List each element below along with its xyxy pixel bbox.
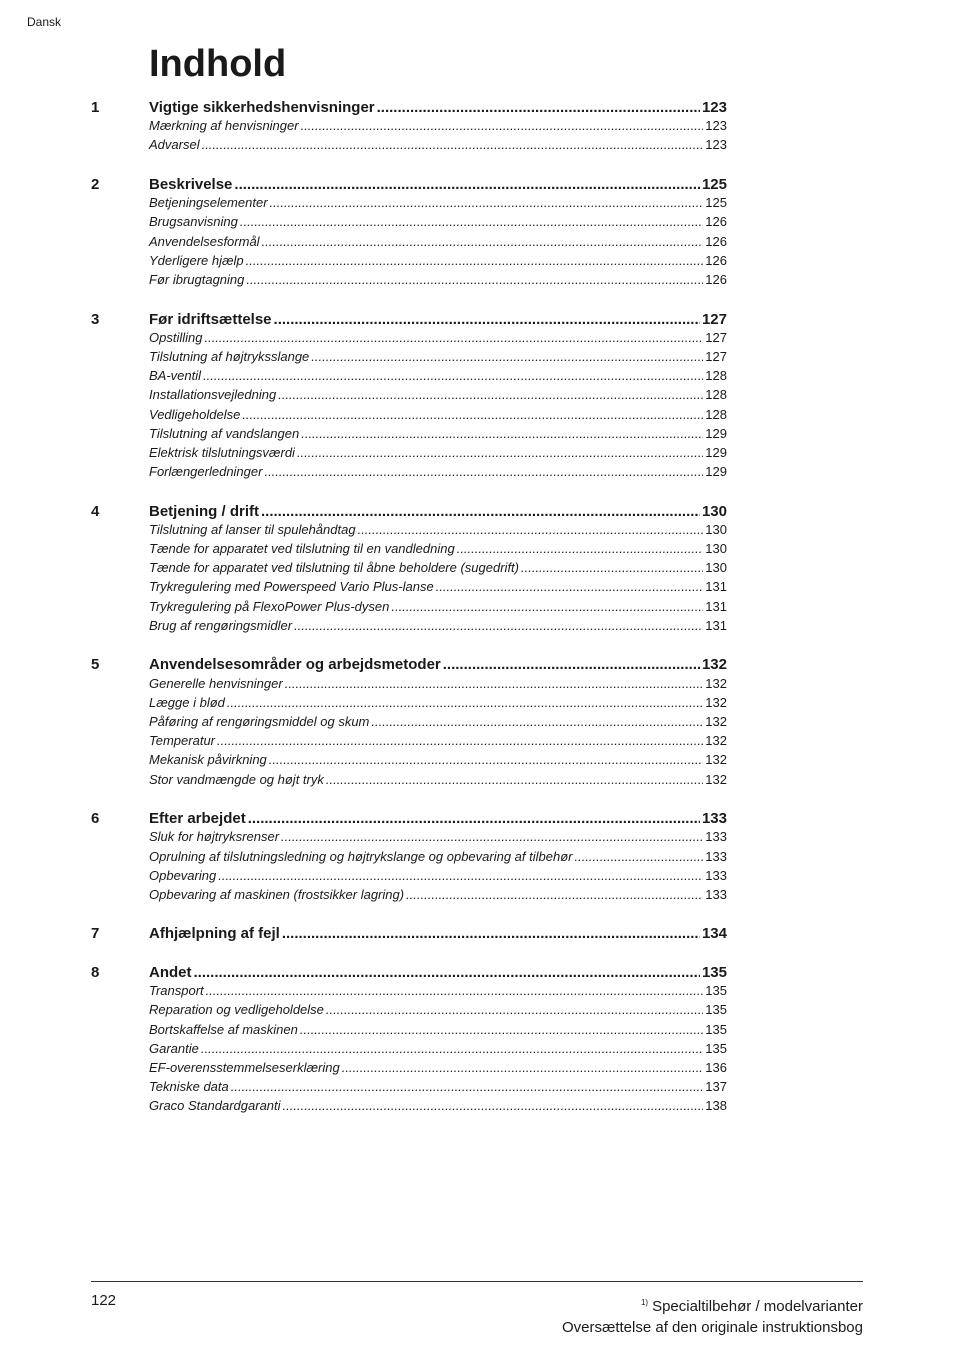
dot-leader [261,503,700,520]
toc-chapter-entry[interactable] [91,99,727,118]
toc-subentry[interactable] [91,349,727,368]
dot-leader [194,964,700,981]
chapter-number: 2 [91,175,100,193]
chapter-page: 134 [701,925,727,943]
toc-section [91,176,727,291]
subentry-title: Opstilling [149,329,203,345]
subentry-page: 123 [705,137,727,153]
subentry-title: Tilslutning af lanser til spulehåndtag [149,521,356,537]
subentry-title: Transport [149,983,204,999]
toc-subentry[interactable] [91,752,727,771]
subentry-title: Mekanisk påvirkning [149,752,267,768]
dot-leader [231,1079,704,1094]
dot-leader [206,983,704,998]
subentry-title: Elektrisk tilslutningsværdi [149,444,295,460]
dot-leader [283,1098,704,1113]
toc-subentry[interactable] [91,464,727,483]
subentry-title: Opbevaring [149,867,217,883]
toc-subentry[interactable] [91,426,727,445]
toc-subentry[interactable] [91,214,727,233]
toc-chapter-entry[interactable] [91,964,727,983]
dot-leader [282,925,700,942]
dot-leader [270,195,704,210]
subentry-page: 135 [705,983,727,999]
subentry-title: Før ibrugtagning [149,272,245,288]
subentry-title: Anvendelsesformål [149,233,260,249]
toc-subentry[interactable] [91,1022,727,1041]
subentry-page: 132 [705,752,727,768]
subentry-title: EF-overensstemmelseserklæring [149,1060,340,1076]
chapter-number: 1 [91,99,100,116]
subentry-title: Advarsel [149,137,200,153]
dot-leader [574,849,703,864]
subentry-page: 129 [705,464,727,480]
chapter-number: 6 [91,810,100,828]
dot-leader [406,887,703,902]
subentry-page: 131 [705,598,727,614]
toc-subentry[interactable] [91,560,727,579]
subentry-title: Tilslutning af højtryksslange [149,348,310,364]
subentry-page: 132 [705,771,727,787]
subentry-page: 135 [705,1002,727,1018]
dot-leader [457,541,704,556]
subentry-title: Betjeningselementer [149,195,268,211]
subentry-page: 131 [705,579,727,595]
toc-subentry[interactable] [91,445,727,464]
subentry-page: 129 [705,425,727,441]
subentry-page: 130 [705,541,727,557]
subentry-page: 133 [705,829,727,845]
subentry-page: 137 [705,1079,727,1095]
dot-leader [248,810,700,827]
subentry-page: 133 [705,867,727,883]
toc-section [91,99,727,157]
subentry-title: Tilslutning af vandslangen [149,425,300,441]
subentry-page: 132 [705,694,727,710]
dot-leader [326,1002,703,1017]
chapter-number: 7 [91,925,100,943]
subentry-page: 126 [705,233,727,249]
subentry-title: Bortskaffelse af maskinen [149,1021,298,1037]
subentry-title: Temperatur [149,733,215,749]
toc-subentry[interactable] [91,849,727,868]
toc-subentry[interactable] [91,1002,727,1021]
dot-leader [281,829,703,844]
subentry-page: 126 [705,252,727,268]
dot-leader [203,368,703,383]
dot-leader [301,426,703,441]
toc-section [91,656,727,790]
footnote-text: Specialtilbehør / modelvarianter [652,1298,863,1315]
toc-subentry[interactable] [91,118,727,137]
subentry-title: Reparation og vedligeholdelse [149,1002,324,1018]
toc-subentry[interactable] [91,387,727,406]
chapter-number: 3 [91,310,100,328]
toc-section [91,503,727,637]
subentry-title: Trykregulering på FlexoPower Plus-dysen [149,598,390,614]
chapter-page: 127 [701,310,727,328]
subentry-title: Yderligere hjælp [149,252,244,268]
toc-subentry[interactable] [91,829,727,848]
translation-note: Oversættelse af den originale instruktionsbog [562,1319,863,1336]
subentry-title: Garantie [149,1040,199,1056]
dot-leader [278,387,703,402]
dot-leader [274,311,700,328]
dot-leader [246,253,704,268]
footer-divider [91,1281,863,1282]
subentry-page: 132 [705,675,727,691]
toc-section [91,964,727,1118]
subentry-page: 136 [705,1060,727,1076]
chapter-page: 130 [701,502,727,520]
toc-subentry[interactable] [91,137,727,156]
toc-subentry[interactable] [91,1041,727,1060]
dot-leader [294,618,703,633]
subentry-title: Trykregulering med Powerspeed Vario Plus-lanse [149,579,434,595]
toc-subentry[interactable] [91,272,727,291]
dot-leader [242,407,703,422]
dot-leader [443,656,700,673]
chapter-title: Før idriftsættelse [149,310,272,328]
toc-subentry[interactable] [91,868,727,887]
toc-subentry[interactable] [91,1098,727,1117]
dot-leader [371,714,703,729]
subentry-page: 128 [705,387,727,403]
dot-leader [218,868,703,883]
subentry-title: Oprulning af tilslutningsledning og højtrykslange og opbevaring af tilbehør [149,848,573,864]
toc-subentry[interactable] [91,1079,727,1098]
subentry-title: Sluk for højtryksrenser [149,829,280,845]
dot-leader [311,349,703,364]
language-label: Dansk [27,15,62,29]
chapter-title: Andet [149,963,192,981]
dot-leader [202,137,704,152]
dot-leader [246,272,703,287]
chapter-title: Anvendelsesområder og arbejdsmetoder [149,656,441,674]
chapter-page: 133 [701,810,727,828]
toc-subentry[interactable] [91,195,727,214]
footnote-marker: 1) [640,1298,649,1307]
subentry-title: Tekniske data [149,1079,229,1095]
subentry-page: 135 [705,1040,727,1056]
dot-leader [358,522,704,537]
chapter-page: 135 [701,963,727,981]
dot-leader [227,695,703,710]
toc-subentry[interactable] [91,253,727,272]
toc-subentry[interactable] [91,368,727,387]
dot-leader [436,579,704,594]
subentry-page: 138 [705,1098,727,1114]
chapter-page: 123 [701,99,727,116]
dot-leader [269,752,704,767]
subentry-page: 135 [705,1021,727,1037]
dot-leader [342,1060,704,1075]
subentry-page: 133 [705,848,727,864]
dot-leader [264,464,703,479]
toc-subentry[interactable] [91,1060,727,1079]
dot-leader [285,676,704,691]
subentry-title: Generelle henvisninger [149,675,283,691]
chapter-number: 5 [91,656,100,674]
subentry-title: Vedligeholdelse [149,406,241,422]
footnote [562,1292,863,1317]
subentry-page: 128 [705,406,727,422]
chapter-number: 8 [91,963,100,981]
table-of-contents [91,99,727,1137]
page-number: 122 [91,1292,117,1309]
subentry-page: 123 [705,118,727,134]
subentry-page: 132 [705,733,727,749]
toc-subentry[interactable] [91,541,727,560]
subentry-title: Forlængerledninger [149,464,263,480]
subentry-title: Mærkning af henvisninger [149,118,299,134]
toc-subentry[interactable] [91,983,727,1002]
page-title: Indhold [149,43,287,85]
toc-chapter-entry[interactable] [91,656,727,675]
dot-leader [391,599,703,614]
toc-chapter-entry[interactable] [91,503,727,522]
toc-subentry[interactable] [91,407,727,426]
subentry-page: 129 [705,444,727,460]
dot-leader [234,176,700,193]
toc-chapter-entry[interactable] [91,311,727,330]
toc-subentry[interactable] [91,676,727,695]
subentry-page: 126 [705,214,727,230]
toc-subentry[interactable] [91,695,727,714]
subentry-title: Installationsvejledning [149,387,277,403]
toc-subentry[interactable] [91,733,727,752]
subentry-page: 131 [705,617,727,633]
subentry-title: Opbevaring af maskinen (frostsikker lagring) [149,886,405,902]
toc-chapter-entry[interactable] [91,810,727,829]
chapter-title: Beskrivelse [149,175,233,193]
subentry-page: 130 [705,521,727,537]
toc-subentry[interactable] [91,234,727,253]
toc-chapter-entry[interactable] [91,925,727,944]
subentry-title: Påføring af rengøringsmiddel og skum [149,713,370,729]
chapter-title: Efter arbejdet [149,810,246,828]
chapter-page: 125 [701,175,727,193]
chapter-number: 4 [91,502,100,520]
toc-subentry[interactable] [91,579,727,598]
subentry-title: Brug af rengøringsmidler [149,617,293,633]
subentry-page: 127 [705,329,727,345]
toc-subentry[interactable] [91,887,727,906]
subentry-page: 128 [705,368,727,384]
subentry-page: 132 [705,713,727,729]
subentry-title: Lægge i blød [149,694,225,710]
toc-subentry[interactable] [91,714,727,733]
chapter-page: 132 [701,656,727,674]
toc-subentry[interactable] [91,522,727,541]
subentry-title: BA-ventil [149,368,202,384]
dot-leader [326,772,703,787]
dot-leader [297,445,703,460]
subentry-title: Tænde for apparatet ved tilslutning til åbne beholdere (sugedrift) [149,560,519,576]
toc-chapter-entry[interactable] [91,176,727,195]
chapter-title: Betjening / drift [149,502,259,520]
subentry-page: 127 [705,348,727,364]
subentry-page: 133 [705,886,727,902]
dot-leader [204,330,703,345]
chapter-title: Vigtige sikkerhedshenvisninger [149,99,375,116]
dot-leader [217,733,703,748]
footer-notes [562,1292,863,1338]
subentry-title: Graco Standardgaranti [149,1098,281,1114]
subentry-title: Tænde for apparatet ved tilslutning til en vandledning [149,541,455,557]
subentry-title: Stor vandmængde og højt tryk [149,771,324,787]
dot-leader [240,214,703,229]
dot-leader [262,234,704,249]
toc-subentry[interactable] [91,330,727,349]
toc-subentry[interactable] [91,599,727,618]
chapter-title: Afhjælpning af fejl [149,925,280,943]
dot-leader [521,560,703,575]
dot-leader [301,118,704,133]
subentry-page: 130 [705,560,727,576]
subentry-page: 125 [705,195,727,211]
toc-subentry[interactable] [91,772,727,791]
toc-section [91,810,727,906]
dot-leader [300,1022,703,1037]
subentry-page: 126 [705,272,727,288]
dot-leader [201,1041,703,1056]
subentry-title: Brugsanvisning [149,214,238,230]
toc-section [91,925,727,944]
dot-leader [377,99,700,116]
toc-subentry[interactable] [91,618,727,637]
toc-section [91,311,727,484]
